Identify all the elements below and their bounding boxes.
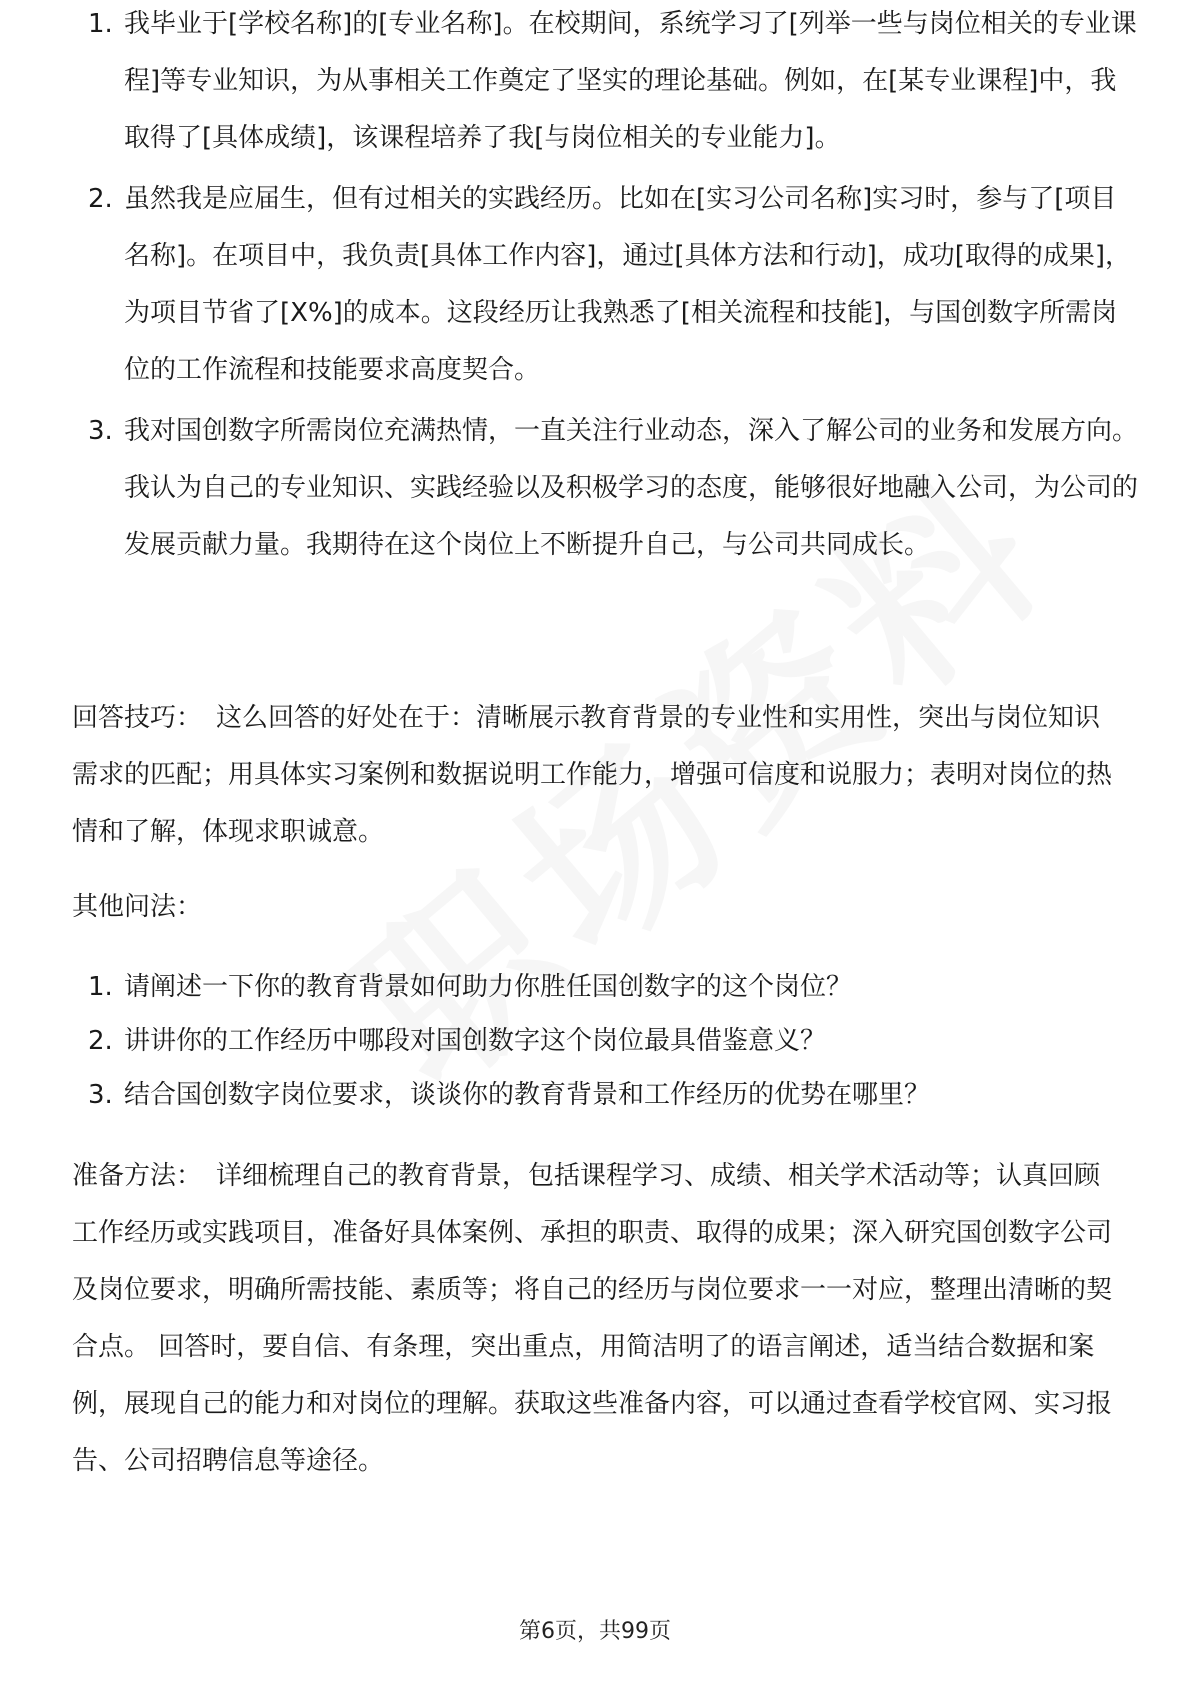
list-item-text: 结合国创数字岗位要求，谈谈你的教育背景和工作经历的优势在哪里？ — [124, 1080, 931, 1110]
list-item — [72, 403, 1142, 574]
list-item-number: 3. — [88, 416, 113, 446]
list-item-number: 2. — [88, 184, 113, 214]
answer-tips-label: 回答技巧： — [72, 703, 203, 733]
list-item — [72, 1014, 1142, 1068]
list-item — [72, 960, 1142, 1014]
list-item-number: 1. — [88, 9, 113, 39]
other-questions-heading: 其他问法： — [72, 892, 203, 922]
list-item-number: 2. — [88, 1026, 113, 1056]
list-item-text: 讲讲你的工作经历中哪段对国创数字这个岗位最具借鉴意义？ — [124, 1026, 827, 1056]
preparation-method — [72, 1148, 1122, 1490]
list-item-text: 我对国创数字所需岗位充满热情，一直关注行业动态，深入了解公司的业务和发展方向。我认为自己的专业知识、实践经验以及积极学习的态度，能够很好地融入公司，为公司的发展贡献力量。我期待在这个岗位上不断提升自己，与公司共同成长。 — [124, 416, 1139, 560]
list-item — [72, 1068, 1142, 1122]
answer-tips-text: 这么回答的好处在于：清晰展示教育背景的专业性和实用性，突出与岗位知识需求的匹配；用具体实习案例和数据说明工作能力，增强可信度和说服力；表明对岗位的热情和了解，体现求职诚意。 — [72, 703, 1113, 847]
list-item-number: 3. — [88, 1080, 113, 1110]
list-item — [72, 171, 1142, 399]
answer-points-list — [72, 0, 1142, 574]
preparation-method-label: 准备方法： — [72, 1161, 203, 1191]
list-item-text: 请阐述一下你的教育背景如何助力你胜任国创数字的这个岗位？ — [124, 972, 853, 1002]
preparation-method-text: 详细梳理自己的教育背景，包括课程学习、成绩、相关学术活动等；认真回顾工作经历或实践项目，准备好具体案例、承担的职责、取得的成果；深入研究国创数字公司及岗位要求，明确所需技能、素质等；将自己的经历与岗位要求一一对应，整理出清晰的契合点。 回答时，要自信、有条理，突出重点，用简洁明了的语言阐述，适当结合数据和案例，展现自己的能力和对岗位的理解。获取这些准备内容，可以通过查看学校官网、实习报告、公司招聘信息等途径。 — [72, 1161, 1113, 1476]
page-number: 第6页，共99页 — [519, 1619, 671, 1644]
answer-tips — [72, 690, 1122, 861]
list-item-text: 我毕业于[学校名称]的[专业名称]。在校期间，系统学习了[列举一些与岗位相关的专业课程]等专业知识，为从事相关工作奠定了坚实的理论基础。例如，在[某专业课程]中，我取得了[具体成绩]，该课程培养了我[与岗位相关的专业能力]。 — [124, 9, 1137, 153]
list-item-number: 1. — [88, 972, 113, 1002]
other-questions-list — [72, 960, 1142, 1122]
list-item-text: 虽然我是应届生，但有过相关的实践经历。比如在[实习公司名称]实习时，参与了[项目名称]。在项目中，我负责[具体工作内容]，通过[具体方法和行动]，成功[取得的成果]，为项目节省了[X%]的成本。这段经历让我熟悉了[相关流程和技能]，与国创数字所需岗位的工作流程和技能要求高度契合。 — [124, 184, 1132, 385]
list-item — [72, 0, 1142, 167]
